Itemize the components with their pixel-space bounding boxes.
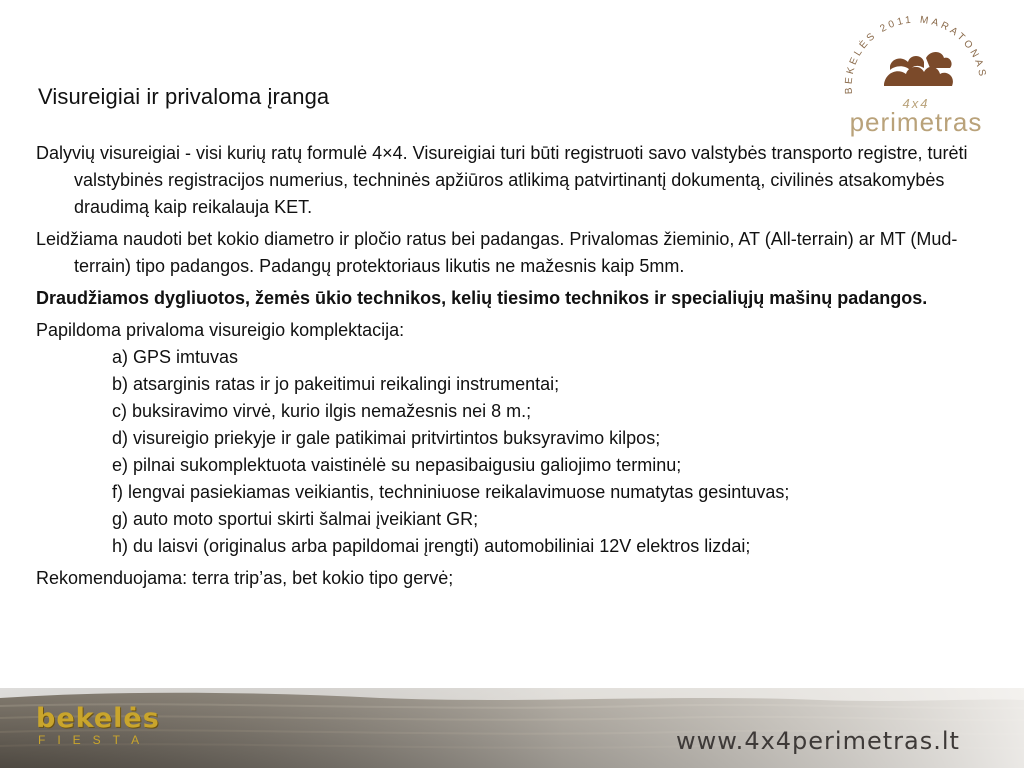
footer-logo-main: bekelės [36, 703, 160, 734]
equipment-list-intro: Papildoma privaloma visureigio komplektacija: [36, 320, 405, 340]
list-item: g) auto moto sportui skirti šalmai įveikiant GR; [112, 509, 479, 529]
list-item: f) lengvai pasiekiamas veikiantis, techniniuose reikalavimuose numatytas gesintuvas; [112, 482, 790, 502]
perimetras-logo [826, 14, 1006, 137]
paragraph-tyres: Leidžiama naudoti bet kokio diametro ir pločio ratus bei padangas. Privalomas žieminio, AT (All-terrain) ar MT (Mud-terrain) tipo padangos. Padangų protektoriaus likutis ne mažesnis kaip 5mm. [36, 229, 958, 276]
list-item: c) buksiravimo virvė, kurio ilgis nemažesnis nei 8 m.; [112, 401, 532, 421]
equipment-list [36, 317, 1001, 560]
paragraph-forbidden-tyres: Draudžiamos dygliuotos, žemės ūkio technikos, kelių tiesimo technikos ir specialiųjų mašinų padangos. [36, 288, 928, 308]
slide-body [36, 140, 1001, 597]
list-item: e) pilnai sukomplektuota vaistinėlė su nepasibaigusiu galiojimo terminu; [112, 455, 682, 475]
list-item: b) atsarginis ratas ir jo pakeitimui reikalingi instrumentai; [112, 374, 560, 394]
list-item: d) visureigio priekyje ir gale patikimai pritvirtintos buksyravimo kilpos; [112, 428, 661, 448]
list-item: h) du laisvi (originalus arba papildomai įrengti) automobiliniai 12V elektros lizdai; [112, 536, 751, 556]
slide-title: Visureigiai ir privaloma įranga [38, 84, 330, 109]
rocks-icon [884, 52, 953, 86]
bekeles-fiesta-logo [36, 705, 160, 747]
website-url: www.4x4perimetras.lt [676, 727, 960, 755]
footer-logo-sub: FIESTA [38, 733, 152, 747]
list-item: a) GPS imtuvas [112, 347, 239, 367]
logo-sub-text: 4x4 [902, 96, 930, 111]
paragraph-vehicles: Dalyvių visureigiai - visi kurių ratų formulė 4×4. Visureigiai turi būti registruoti savo valstybės transporto registre, turėti valstybinės registracijos numerius, techninės apžiūros atlikimą patvirtinantį dokumentą, civilinės atsakomybės draudimą kaip reikalauja KET. [36, 143, 968, 217]
paragraph-recommended: Rekomenduojama: terra trip’as, bet kokio tipo gervė; [36, 568, 454, 588]
logo-word: perimetras [849, 107, 983, 137]
logo-arc-text: BEKELĖS 2011 MARATONAS [843, 14, 988, 95]
